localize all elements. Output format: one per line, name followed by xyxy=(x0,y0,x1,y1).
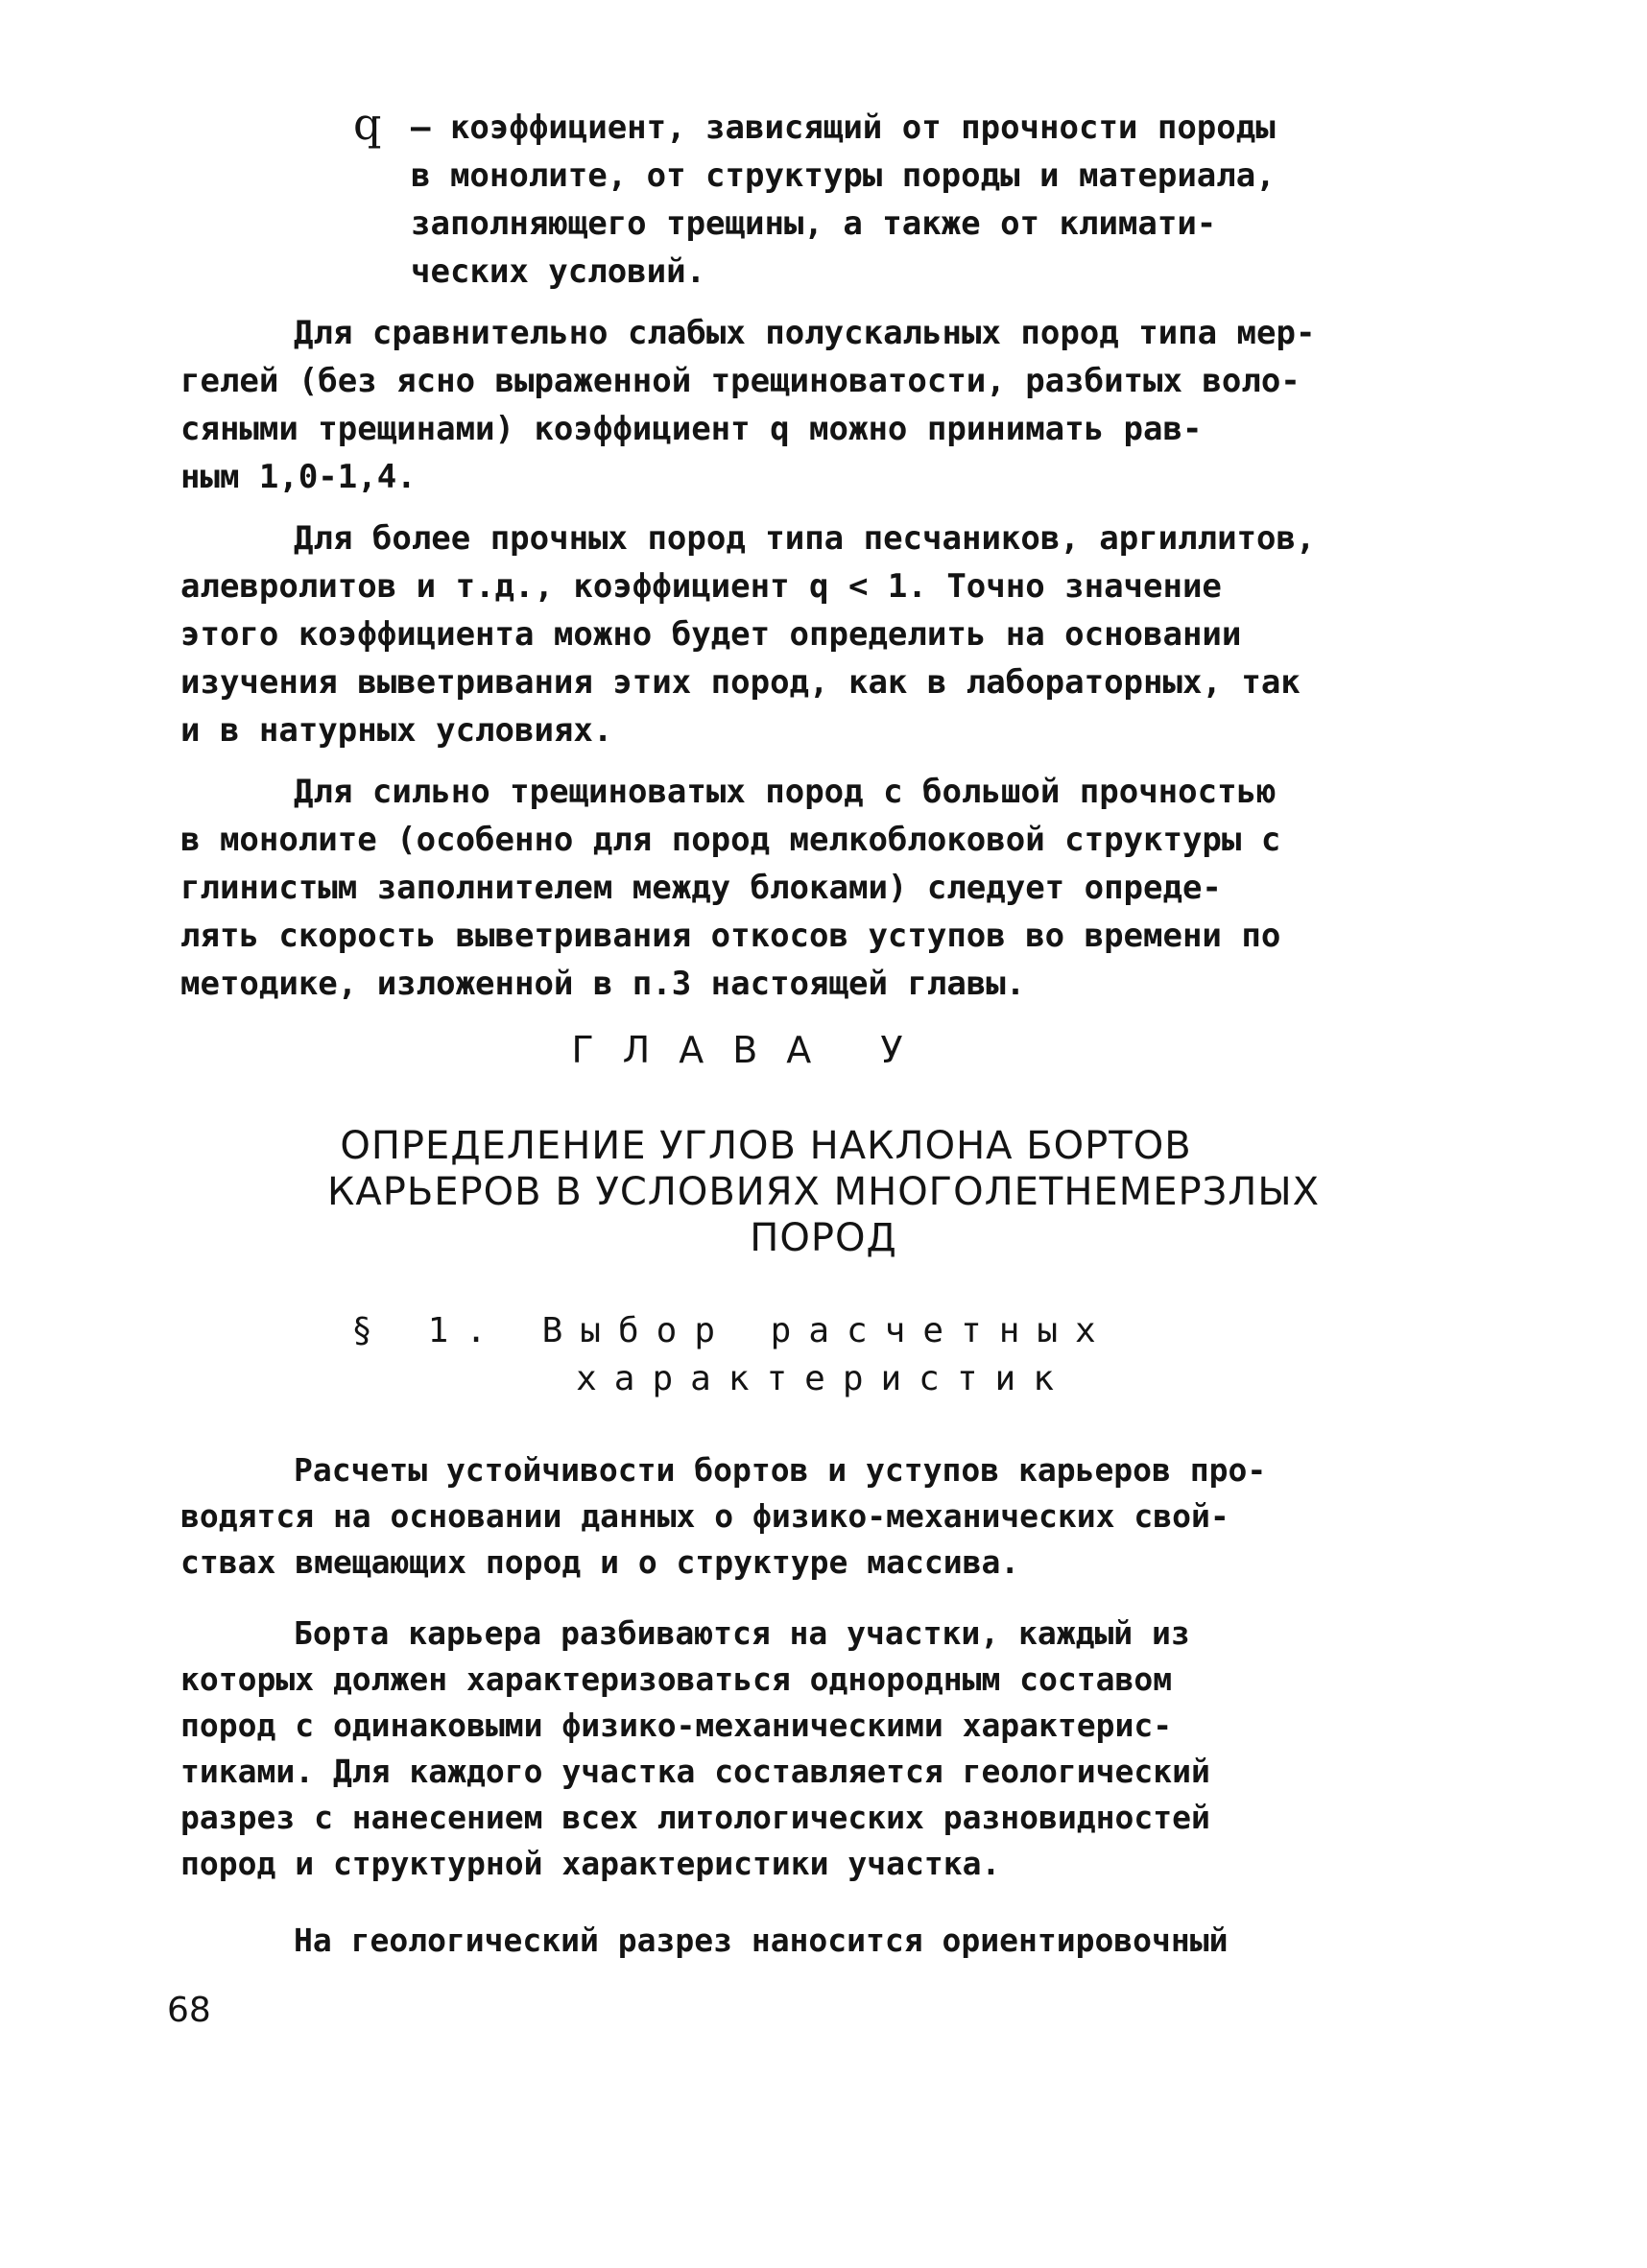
chapter-label: ГЛАВА У xyxy=(571,1029,932,1071)
chapter-title: ОПРЕДЕЛЕНИЕ УГЛОВ НАКЛОНА БОРТОВ КАРЬЕРОВ В УСЛОВИЯХ МНОГОЛЕТНЕМЕРЗЛЫХ ПОРОД xyxy=(326,1124,1321,1260)
paragraph-calculations: Расчеты устойчивости бортов и уступов карьеров про- водятся на основании данных о физико-механических свой- ствах вмещающих пород и о структуре массива. xyxy=(180,1451,1267,1581)
paragraph-strong-rocks: Для более прочных пород типа песчаников, аргиллитов, алевролитов и т.д., коэффициент q < 1. Точно значение этого коэффициента можно будет определить на основании изучения выветривания этих пород, как в лабораторных, так и в натурных условиях. xyxy=(180,519,1316,750)
paragraph-fractured-rocks: Для сильно трещиноватых пород с большой прочностью в монолите (особенно для пород мелкоблоковой структуры с глинистым заполнителем между блоками) следует опреде- лять скорость выветривания откосов уступов во времени по методике, изложенной в п.3 настоящей главы. xyxy=(180,773,1281,1003)
page-number: 68 xyxy=(167,1991,211,2030)
coefficient-symbol: q xyxy=(353,98,382,150)
paragraph-geological-section: На геологический разрез наносится ориентировочный xyxy=(294,1922,1229,1959)
section-heading: § 1. Выбор расчетных характеристик xyxy=(351,1311,1113,1398)
coefficient-definition xyxy=(353,98,1486,296)
coefficient-definition-text: – коэффициент, зависящий от прочности породы в монолите, от структуры породы и материала, заполняющего трещины, а также от климати- ческих условий. xyxy=(411,108,1276,291)
paragraph-weak-rocks: Для сравнительно слабых полускальных пород типа мер- гелей (без ясно выраженной трещиноватости, разбитых воло- сяными трещинами) коэффициент q можно принимать рав- ным 1,0-1,4. xyxy=(180,314,1316,496)
paragraph-pit-walls: Борта карьера разбиваются на участки, каждый из которых должен характеризоваться однородным составом пород с одинаковыми физико-механическими характерис- тиками. Для каждого участка составляется геологический разрез с нанесением всех литологических разновидностей пород и структурной характеристики участка. xyxy=(180,1614,1210,1882)
